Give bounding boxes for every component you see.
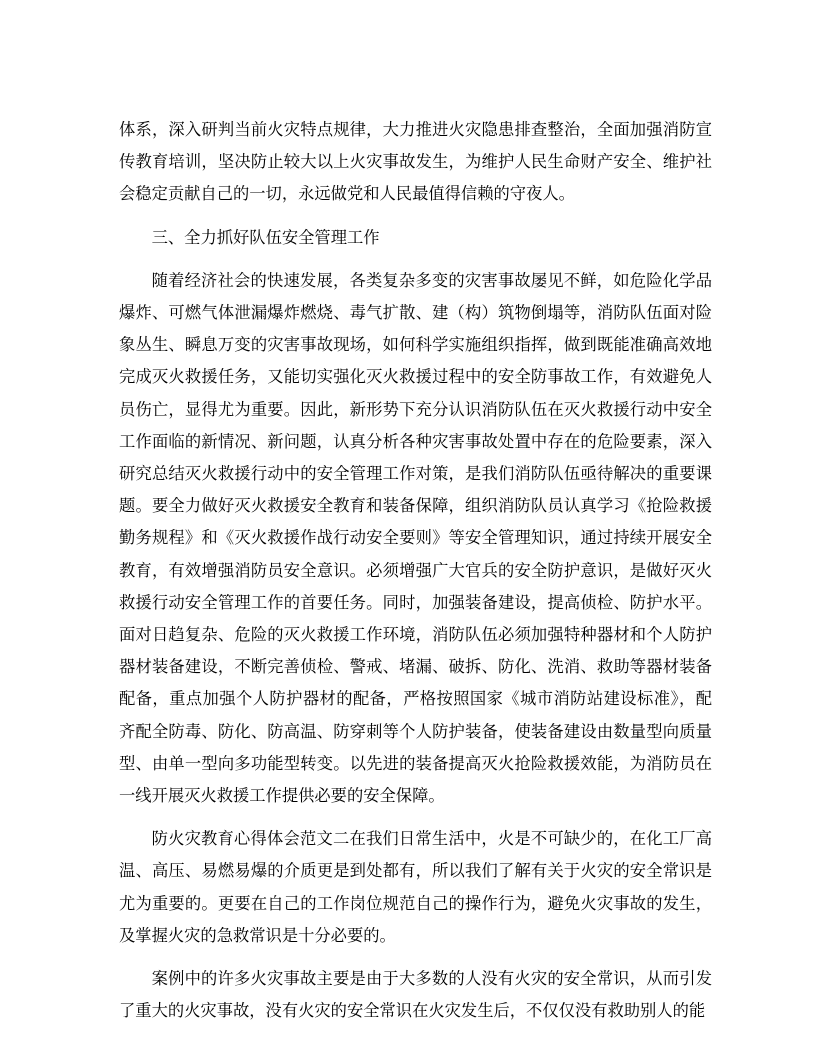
paragraph-essay-two-intro: 防火灾教育心得体会范文二在我们日常生活中，火是不可缺少的，在化工厂高温、高压、易燃易爆的介质更是到处都有，所以我们了解有关于火灾的安全常识是尤为重要的。更要在自己的工作岗位规范自己的操作行为，避免火灾事故的发生，及掌握火灾的急救常识是十分必要的。 <box>119 829 712 945</box>
paragraph-case-examples: 案例中的许多火灾事故主要是由于大多数的人没有火灾的安全常识，从而引发了重大的火灾事故，没有火灾的安全常识在火灾发生后，不仅仅没有救助别人的能 <box>119 969 712 1021</box>
paragraph-safety-management: 随着经济社会的快速发展，各类复杂多变的灾害事故屡见不鲜，如危险化学品爆炸、可燃气体泄漏爆炸燃烧、毒气扩散、建（构）筑物倒塌等，消防队伍面对险象丛生、瞬息万变的灾害事故现场，如何科学实施组织指挥，做到既能准确高效地完成灭火救援任务，又能切实强化灭火救援过程中的安全防事故工作，有效避免人员伤亡，显得尤为重要。因此，新形势下充分认识消防队伍在灭火救援行动中安全工作面临的新情况、新问题，认真分析各种灾害事故处置中存在的危险要素，深入研究总结灭火救援行动中的安全管理工作对策，是我们消防队伍亟待解决的重要课题。要全力做好灭火救援安全教育和装备保障，组织消防队员认真学习《抢险救援勤务规程》和《灭火救援作战行动安全要则》等安全管理知识，通过持续开展安全教育，有效增强消防员安全意识。必须增强广大官兵的安全防护意识，是做好灭火救援行动安全管理工作的首要任务。同时，加强装备建设，提高侦检、防护水平。面对日趋复杂、危险的灭火救援工作环境，消防队伍必须加强特种器材和个人防护器材装备建设，不断完善侦检、警戒、堵漏、破拆、防化、洗消、救助等器材装备配备，重点加强个人防护器材的配备，严格按照国家《城市消防站建设标准》，配齐配全防毒、防化、防高温、防穿刺等个人防护装备，使装备建设由数量型向质量型、由单一型向多功能型转变。以先进的装备提高灭火抢险救援效能，为消防员在一线开展灭火救援工作提供必要的安全保障。 <box>119 270 712 806</box>
document-body <box>119 114 712 1027</box>
paragraph-continuation: 体系，深入研判当前火灾特点规律，大力推进火灾隐患排查整治，全面加强消防宣传教育培训，坚决防止较大以上火灾事故发生，为维护人民生命财产安全、维护社会稳定贡献自己的一切，永远做党和人民最值得信赖的守夜人。 <box>119 120 712 204</box>
section-heading: 三、全力抓好队伍安全管理工作 <box>151 227 380 247</box>
